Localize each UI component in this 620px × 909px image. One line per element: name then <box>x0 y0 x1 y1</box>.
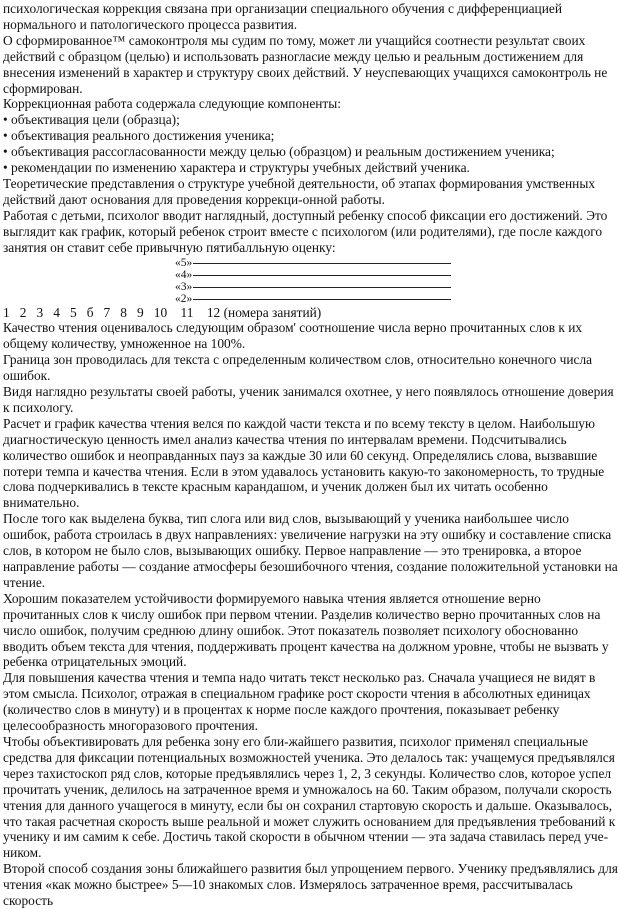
bullet-item: • объективация реального достижения ученика; <box>3 128 275 144</box>
grade-label: «3» <box>175 280 193 293</box>
grade-line <box>193 263 451 264</box>
paragraph: психологическая коррекция связана при организации специального обучения с дифференциацией нормального и патологического процесса развития. <box>3 1 562 32</box>
paragraph: Чтобы объективировать для ребенка зону его бли-жайшего развития, психолог применял специальные средства для фиксации потенциальных возможностей ученика. Это делалось так: учащемуся предъявлялся через тахистоскоп ряд слов, которые предъявлялись через 1, 2, 3 секунды. Количество слов, которое успел прочитать ученик, делилось на затраченное время и умножалось на 60. Таким образом, получали скорость чтения для данного учащегося в минуту, если бы он сохранил стартовую скорость и дальше. Оказывалось, что такая расчетная скорость выше реальной и может служить основанием для предъявления требований к ученику и им самим к себе. Достичь такой скорости в обычном чтении — эта задача ставилась перед уче-ником. <box>3 733 616 861</box>
paragraph: Второй способ создания зоны ближайшего развития был упрощением первого. Ученику предъявлялись для чтения «как можно быстрее» 5—10 знакомых слов. Измерялось затраченное время, рассчитывалась скорость <box>3 861 618 909</box>
session-caption: (номера занятий) <box>223 304 322 320</box>
grade-label: «2» <box>175 292 193 305</box>
paragraph: Работая с детьми, психолог вводит наглядный, доступный ребенку способ фиксации его достижений. Это выглядит как график, который ребенок строит вместе с психологом (или родителями), где после каждого занятия он ставит себе привычную пятибалльную оценку: <box>3 207 608 255</box>
paragraph: О сформированное™ самоконтроля мы судим по тому, может ли учащийся соотнести результат своих действий с образцом (целью) и использовать разногласие между целью и реальным достижением для внесения изменений в характер и структуру своих действий. У неуспевающих учащихся самоконтроль не сформирован. <box>3 32 608 96</box>
grade-line <box>193 275 451 276</box>
document-page <box>3 1 619 909</box>
paragraph: Коррекционная работа содержала следующие компоненты: <box>3 96 341 112</box>
grade-row-4 <box>175 269 451 281</box>
paragraph: После того как выделена буква, тип слога или вид слов, вызывающий у ученика наибольшее число ошибок, работа строилась в двух направлениях: увеличение нагрузки на эту ошибку и составление списка слов, в котором не было слов, вызывающих ошибку. Первое направление — это тренировка, а второе направление работы — создание атмосферы безошибочного чтения, создание положительной установки на чтение. <box>3 511 618 590</box>
bullet-item: • объективация цели (образца); <box>3 112 180 128</box>
paragraph: Расчет и график качества чтения велся по каждой части текста и по всему тексту в целом. Наибольшую диагностическую ценность имел анализ качества чтения по интервалам времени. Подсчитывались количество ошибок и неоправданных пауз за каждые 30 или 60 секунд. Определялись слова, вызвавшие потери темпа и качества чтения. Если в этом удавалось установить какую-то закономерность, то трудные слова подчеркивались в тексте красным карандашом, и ученик должен был их читать особенно внимательно. <box>3 415 605 511</box>
grade-label: «4» <box>175 268 193 281</box>
session-numbers: 1 2 3 4 5 б 7 8 9 10 11 12 <box>3 304 221 320</box>
grade-line <box>193 287 451 288</box>
paragraph: Граница зон проводилась для текста с определенным количеством слов, относительно конечного числа ошибок. <box>3 352 593 384</box>
paragraph: Видя наглядно результаты своей работы, ученик занимался охотнее, у него появлялось отношение доверия к психологу. <box>3 384 614 415</box>
grade-row-3 <box>175 281 451 293</box>
bullet-item: • рекомендации по изменению характера и структуры учебных действий ученика. <box>3 160 470 176</box>
bullet-item: • объективация рассогласованности между целью (образцом) и реальным достижением ученика; <box>3 144 555 160</box>
grade-scale-figure <box>3 257 619 305</box>
grade-row-2 <box>175 293 451 305</box>
session-axis <box>3 305 619 321</box>
paragraph: Хорошим показателем устойчивости формируемого навыка чтения является отношение верно прочитанных слов к числу ошибок при первом чтении. Разделив количество верно прочитанных слов на число ошибок, получим среднюю длину ошибок. Этот показатель позволяет психологу обоснованно вводить объем текста для чтения, поддерживать процент качества на должном уровне, чтобы не вызвать у ребенка отрицательных эмоций. <box>3 590 609 670</box>
paragraph: Теоретические представления о структуре учебной деятельности, об этапах формирования умственных действий дают основания для проведения коррекци-онной работы. <box>3 175 596 207</box>
grade-row-5 <box>175 257 451 269</box>
grade-label: «5» <box>175 256 193 269</box>
grade-line <box>193 299 451 300</box>
paragraph: Для повышения качества чтения и темпа надо читать текст несколько раз. Сначала учащиеся не видят в этом смысла. Психолог, отражая в специальном графике рост скорости чтения в абсолютных единицах (количество слов в минуту) и в процентах к норме после каждого прочтения, показывает ребенку целесообразность многоразового прочтения. <box>3 670 596 734</box>
paragraph: Качество чтения оценивалось следующим образом' соотношение числа верно прочитанных слов к их общему количеству, умноженное на 100%. <box>3 320 583 352</box>
